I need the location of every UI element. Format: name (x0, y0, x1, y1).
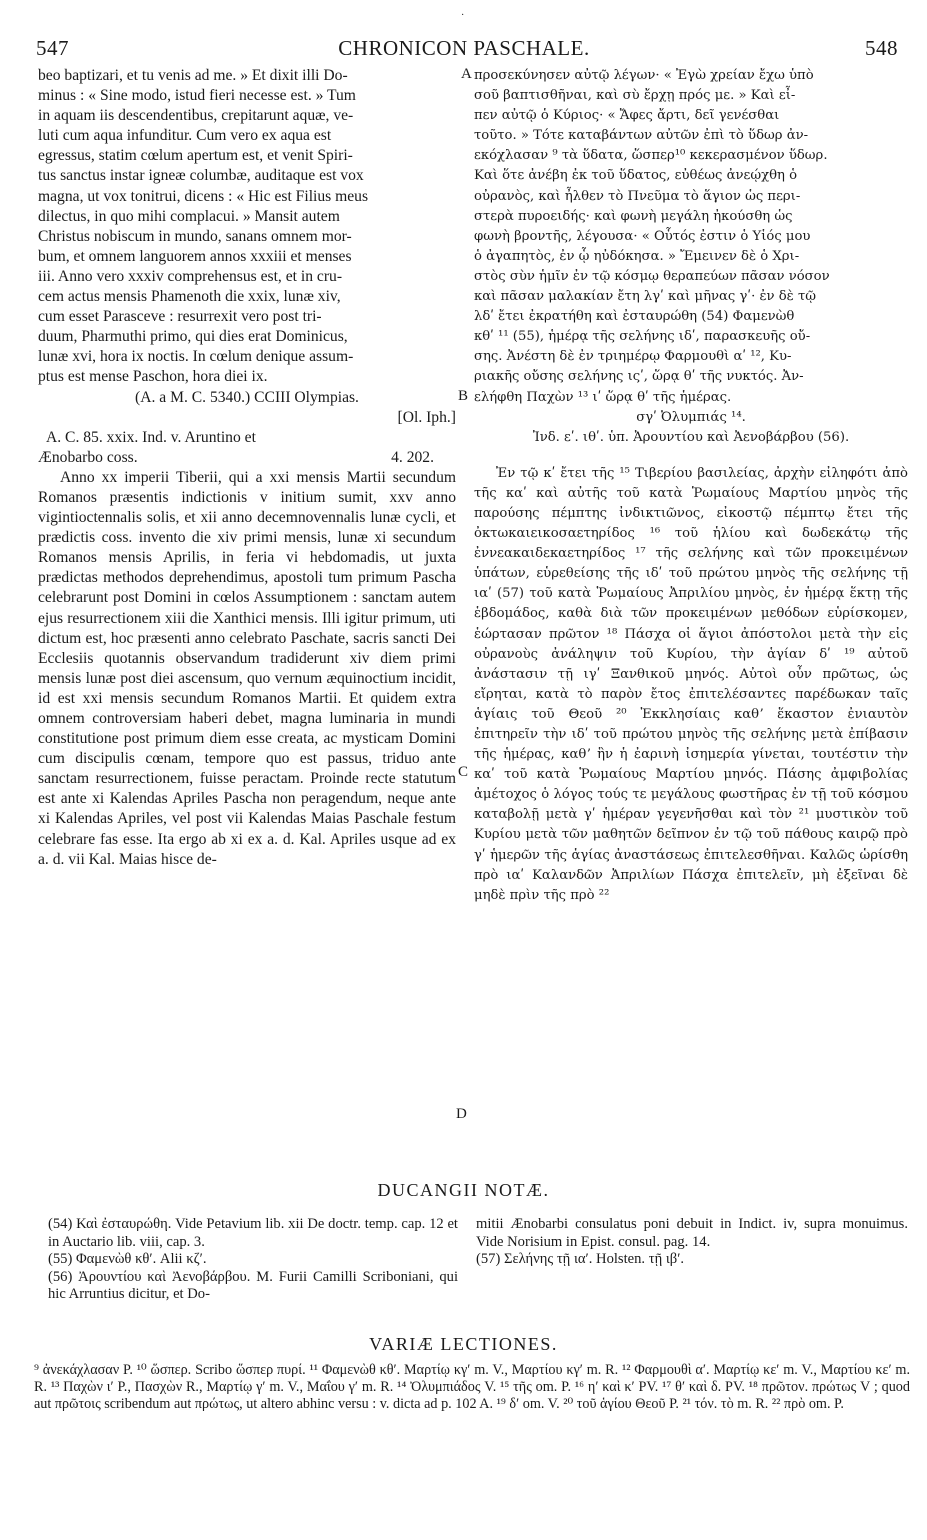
margin-marker-d: D (456, 1106, 467, 1122)
consul-heading-line-2 (38, 448, 456, 468)
text-line: τοῦτο. » Τότε καταβάντων αὐτῶν ἐπὶ τὸ ὕδωρ ἀν- (474, 128, 809, 144)
olympiad-subheading: [Ol. Iph.] (397, 408, 456, 426)
text-line: luti cum aqua infunditur. Cum vero ex aqua est (38, 127, 332, 145)
consul-heading: A. C. 85. xxix. Ind. v. Aruntino et (46, 428, 256, 446)
text-line: cum esset Parasceve : resurrexit vero post tri- (38, 308, 322, 326)
note-item: mitii Ænobarbi consulatus poni debuit in Indict. iv, supra monuimus. Vide Norisium in Epist. consul. pag. 14. (476, 1216, 908, 1250)
olympiad-heading: (A. a M. C. 5340.) CCIII Olympias. (135, 388, 359, 406)
variant-readings-heading: VARIÆ LECTIONES. (369, 1334, 558, 1354)
running-header (30, 36, 898, 62)
text-line: λδʹ ἔτει ἐκρατήθη καὶ ἐσταυρώθη (54) Φαμενὼθ (474, 309, 795, 325)
greek-column (474, 66, 908, 906)
text-line: magna, ut vox tonitrui, dicens : « Hic est Filius meus (38, 187, 369, 205)
latin-paragraph-2: Anno xx imperii Tiberii, qui a xxi mensis Martii secundum Romanos præsentis indictionis v initium sumit, xxv anno vigintioctennalis solis, et xii anno decemnovennalis lunæ cycli, et prædictis coss. invento die xiv primi mensis, lunæ xi secundum Romanos mensis Aprilis, in feria vi hebdomadis, ut juxta prædictas methodos deprehendimus, apostoli tum primum Pascha celebrarunt post Domini in cœlos Assumptionem : sanctam autem ejus resurrectionem xiii die Xanthici mensis. Illi igitur primum, uti dictum est, hoc præsenti anno celebrato Paschate, sacris sancti Dei Ecclesiis quotannis observandum tradiderunt xiv diem primi mensis lunæ post diei ascensum, quo vernum æquinoctium incidit, id est xxi mensis secundum Romanos Martii. Et quidem extra omnem controversiam haberi debet, magna luminaria in mundi constitutione post primum diem esse creata, ac mysticam Domini cum discipulis cœnam, tempore quo est passus, triduo ante sanctam resurrectionem, fuisse peractam. Proinde recte statutum est ante xi Kalendas Apriles Pascha non peragendum, neque ante xi Kalendas Apriles, vel post vii Kalendas Maias Paschale festum celebrare fas esse. Ita ergo ab xi ex a. d. Kal. Apriles usque ad ex a. d. vii Kal. Maias hisce de- (38, 468, 456, 868)
text-line: σοῦ βαπτισθῆναι, καὶ σὺ ἔρχῃ πρός με. » Καὶ εἶ- (474, 88, 796, 104)
year-reference: 4. 202. (391, 448, 434, 466)
text-line: Christus nobiscum in mundo, sanans omnem mor- (38, 227, 352, 245)
note-item: (55) Φαμενὼθ κθʹ. Alii κζʹ. (48, 1251, 207, 1267)
notes-right-column (476, 1216, 908, 1269)
text-line: in aquam iis descendentibus, crepitarunt aquæ, ve- (38, 107, 354, 125)
text-line: dilectus, in quo mihi complacui. » Mansit autem (38, 207, 340, 225)
text-line: egressus, statim cœlum apertum est, et venit Spiri- (38, 147, 353, 165)
text-line: ptus est mense Paschon, hora diei ix. (38, 368, 268, 386)
page-number-right: 548 (865, 36, 898, 60)
note-item: (57) Σελήνης τῇ ιαʹ. Holsten. τῇ ιβʹ. (476, 1251, 685, 1267)
notes-left-column (48, 1216, 458, 1304)
margin-marker-c: C (458, 764, 469, 780)
text-line: οὐρανὸς, καὶ ἦλθεν τὸ Πνεῦμα τὸ ἅγιον ὡς περι- (474, 188, 801, 204)
text-line: minus : « Sine modo, istud fieri necesse est. » Tum (38, 87, 356, 105)
page-dot: · (461, 10, 465, 21)
running-title: CHRONICON PASCHALE. (338, 36, 590, 60)
consul-names: Ænobarbo coss. (38, 448, 138, 466)
page-number-left: 547 (36, 36, 69, 60)
text-line: κθʹ ¹¹ (55), ἡμέρᾳ τῆς σελήνης ιδʹ, παρασκευῆς οὔ- (474, 329, 811, 345)
text-line: beo baptizari, et tu venis ad me. » Et dixit illi Do- (38, 67, 348, 84)
text-line: καὶ πᾶσαν μαλακίαν ἔτη λγʹ καὶ μῆνας γʹ· ἐν δὲ τῷ (474, 289, 816, 305)
greek-paragraph-2: Ἐν τῷ κʹ ἔτει τῆς ¹⁵ Τιβερίου βασιλείας, ἀρχὴν εἰληφότι ἀπὸ τῆς καʹ καὶ αὐτῆς τοῦ κατὰ Ῥωμαίους Μαρτίου μηνὸς τῆς παρούσης πέμπτης ἰνδικτιῶνος, εἰκοστῷ πέμπτῳ ἔτει τῆς ὀκτωκαιεικοσαετηρίδος ¹⁶ τοῦ ἡλίου καὶ δωδεκάτῳ τῆς ἐννεακαιδεκαετηρίδος ¹⁷ τῆς σελήνης καὶ τῶν προκειμένων ὑπάτων, εὑρεθείσης τῆς ιδʹ τοῦ πρώτου μηνὸς τῆς σελήνης τῇ ιαʹ (57) τοῦ κατὰ Ῥωμαίους Ἀπριλίου μηνὸς, ἐν ἡμέρᾳ ἕκτῃ τῆς ἑβδομάδος, καθὰ διὰ τῶν προκειμένων μεθόδων εὑρίσκομεν, ἑώρτασαν πρῶτον ¹⁸ Πάσχα οἱ ἅγιοι ἀπόστολοι μετὰ τὴν εἰς οὐρανοὺς ἀνάληψιν τοῦ Κυρίου, τὴν ἁγίαν δʹ ¹⁹ αὐτοῦ ἀνάστασιν τῇ ιγʹ Ξανθικοῦ μηνός. Αὐτοὶ οὖν πρῶτως, ὡς εἴρηται, κατὰ τὸ παρὸν ἔτος ἐπιτελέσαντες παρέδωκαν ταῖς ἁγίαις τοῦ Θεοῦ ²⁰ Ἐκκλησίαις καθʼ ἕκαστον ἐνιαυτὸν ἐπιτηρεῖν τὴν ιδʹ τοῦ πρώτου μηνὸς τῆς σελήνης μετὰ ἐπίβασιν τῆς ἡμέρας, καθʼ ἣν ἡ ἐαρινὴ ἰσημερία γίνεται, τουτέστιν τὴν καʹ τοῦ κατὰ Ῥωμαίους Μαρτίου μηνός. Πάσης ἀμφιβολίας ἀμέτοχος ὁ λόγος τούς τε μεγάλους φωστῆρας ἐν τῇ τοῦ κόσμου καταβολῇ μετὰ γʹ ἡμέραν γεγενῆσθαι καὶ τὸν ²¹ μυστικὸν τοῦ Κυρίου μετὰ τῶν μαθητῶν δεῖπνον ἐν τῷ τοῦ πάθους καιρῷ πρὸ γʹ ἡμερῶν τῆς ἁγίας ἀναστάσεως ἐπιτελεσθῆναι. Καλῶς ὡρίσθη πρὸ ιαʹ Καλανδῶν Ἀπριλίων Πάσχα ἐπιτελεῖν, μὴ ἐξεῖναι δὲ μηδὲ πρὶν τῆς πρὸ ²² (474, 465, 908, 903)
variant-readings-text: ⁹ ἀνεκάχλασαν P. ¹⁰ ὥσπερ. Scribo ὥσπερ πυρί. ¹¹ Φαμενὼθ κθʹ. Μαρτίῳ κγʹ m. V., Μαρτίου κγʹ m. R. ¹² Φαρμουθὶ αʹ. Μαρτίῳ κεʹ m. V., Μαρτίου κεʹ m. R. ¹³ Παχὼν ιʹ P., Πασχὼν R., Μαρτίῳ γʹ m. V., Μαΐου γʹ m. R. ¹⁴ Ὀλυμπιάδος V. ¹⁵ τῆς om. P. ¹⁶ ηʹ καὶ κʹ PV. ¹⁷ θʹ καὶ δ. PV. ¹⁸ πρῶτον. πρώτως V ; quod aut πρῶτοις scribendum aut πρώτως, ut altero abhinc versu : v. dicta ad p. 102 A. ¹⁹ δʹ om. V. ²⁰ τοῦ ἁγίου Θεοῦ P. ²¹ τόν. τὸ m. R. ²² πρὸ om. P. (34, 1362, 910, 1413)
text-line: Καὶ ὅτε ἀνέβη ἐκ τοῦ ὕδατος, εὐθέως ἀνεῴχθη ὁ (474, 168, 798, 184)
text-line: προσεκύνησεν αὐτῷ λέγων· « Ἐγὼ χρείαν ἔχω ὑπὸ (474, 68, 814, 83)
greek-consul-heading: Ἰνδ. εʹ. ιθʹ. ὑπ. Ἀρουντίου καὶ Ἀενοβάρβου (56). (532, 429, 850, 445)
text-line: ελήφθη Παχὼν ¹³ ιʹ ὥρᾳ θʹ τῆς ἡμέρας. (474, 389, 732, 405)
text-line: ὁ ἀγαπητὸς, ἐν ᾧ ηὐδόκησα. » Ἔμεινεν δὲ ὁ Χρι- (474, 248, 800, 264)
text-line: πεν αὐτῷ ὁ Κύριος· « Ἄφες ἄρτι, δεῖ γενέσθαι (474, 108, 780, 124)
text-line: iii. Anno vero xxxiv comprehensus est, et in cru- (38, 267, 343, 285)
greek-olympiad-heading: σγʹ Ὀλυμπιάς ¹⁴. (636, 409, 746, 425)
latin-column (38, 66, 456, 870)
notes-heading: DUCANGII NOTÆ. (377, 1180, 550, 1200)
latin-paragraph-1 (38, 66, 456, 388)
text-line: στερὰ πυροειδής· καὶ φωνὴ μεγάλη ἠκούσθη ὡς (474, 208, 793, 224)
text-line: σης. Ἀνέστη δὲ ἐν τριημέρῳ Φαρμουθὶ αʹ ¹², Κυ- (474, 349, 792, 365)
margin-marker-b: B (458, 388, 469, 404)
text-line: bum, et omnem languorem annos xxxiii et menses (38, 247, 352, 265)
note-item: (56) Ἀρουντίου καὶ Ἀενοβάρβου. M. Furii Camilli Scriboniani, qui hic Arruntius dicitur, et Do- (48, 1268, 458, 1302)
text-line: duum, Pharmuthi primo, qui dies erat Dominicus, (38, 328, 348, 346)
note-item: (54) Καὶ ἐσταυρώθη. Vide Petavium lib. xii De doctr. temp. cap. 12 et in Auctario lib. viii, cap. 3. (48, 1216, 458, 1250)
text-line: cem actus mensis Phamenoth die xxix, lunæ xiv, (38, 288, 341, 306)
margin-marker-a: A (461, 66, 472, 82)
text-line: lunæ xvi, hora ix noctis. In cœlum denique assum- (38, 348, 354, 366)
text-line: ριακῆς οὔσης σελήνης ιςʹ, ὥρᾳ θʹ τῆς νυκτός. Ἀν- (474, 369, 804, 385)
text-line: φωνὴ βροντῆς, λέγουσα· « Οὗτός ἐστιν ὁ Υἱός μου (474, 228, 811, 244)
variant-readings (34, 1362, 910, 1414)
text-line: στὸς σὺν ἡμῖν ἐν τῷ κόσμῳ θεραπεύων πᾶσαν νόσον (474, 268, 830, 284)
text-line: εκόχλασαν ⁹ τὰ ὕδατα, ὥσπερ¹⁰ κεκερασμένον ὕδωρ. (474, 148, 828, 164)
text-line: tus sanctus instar igneæ columbæ, auditaque est vox (38, 167, 364, 185)
greek-paragraph-1 (474, 66, 908, 408)
